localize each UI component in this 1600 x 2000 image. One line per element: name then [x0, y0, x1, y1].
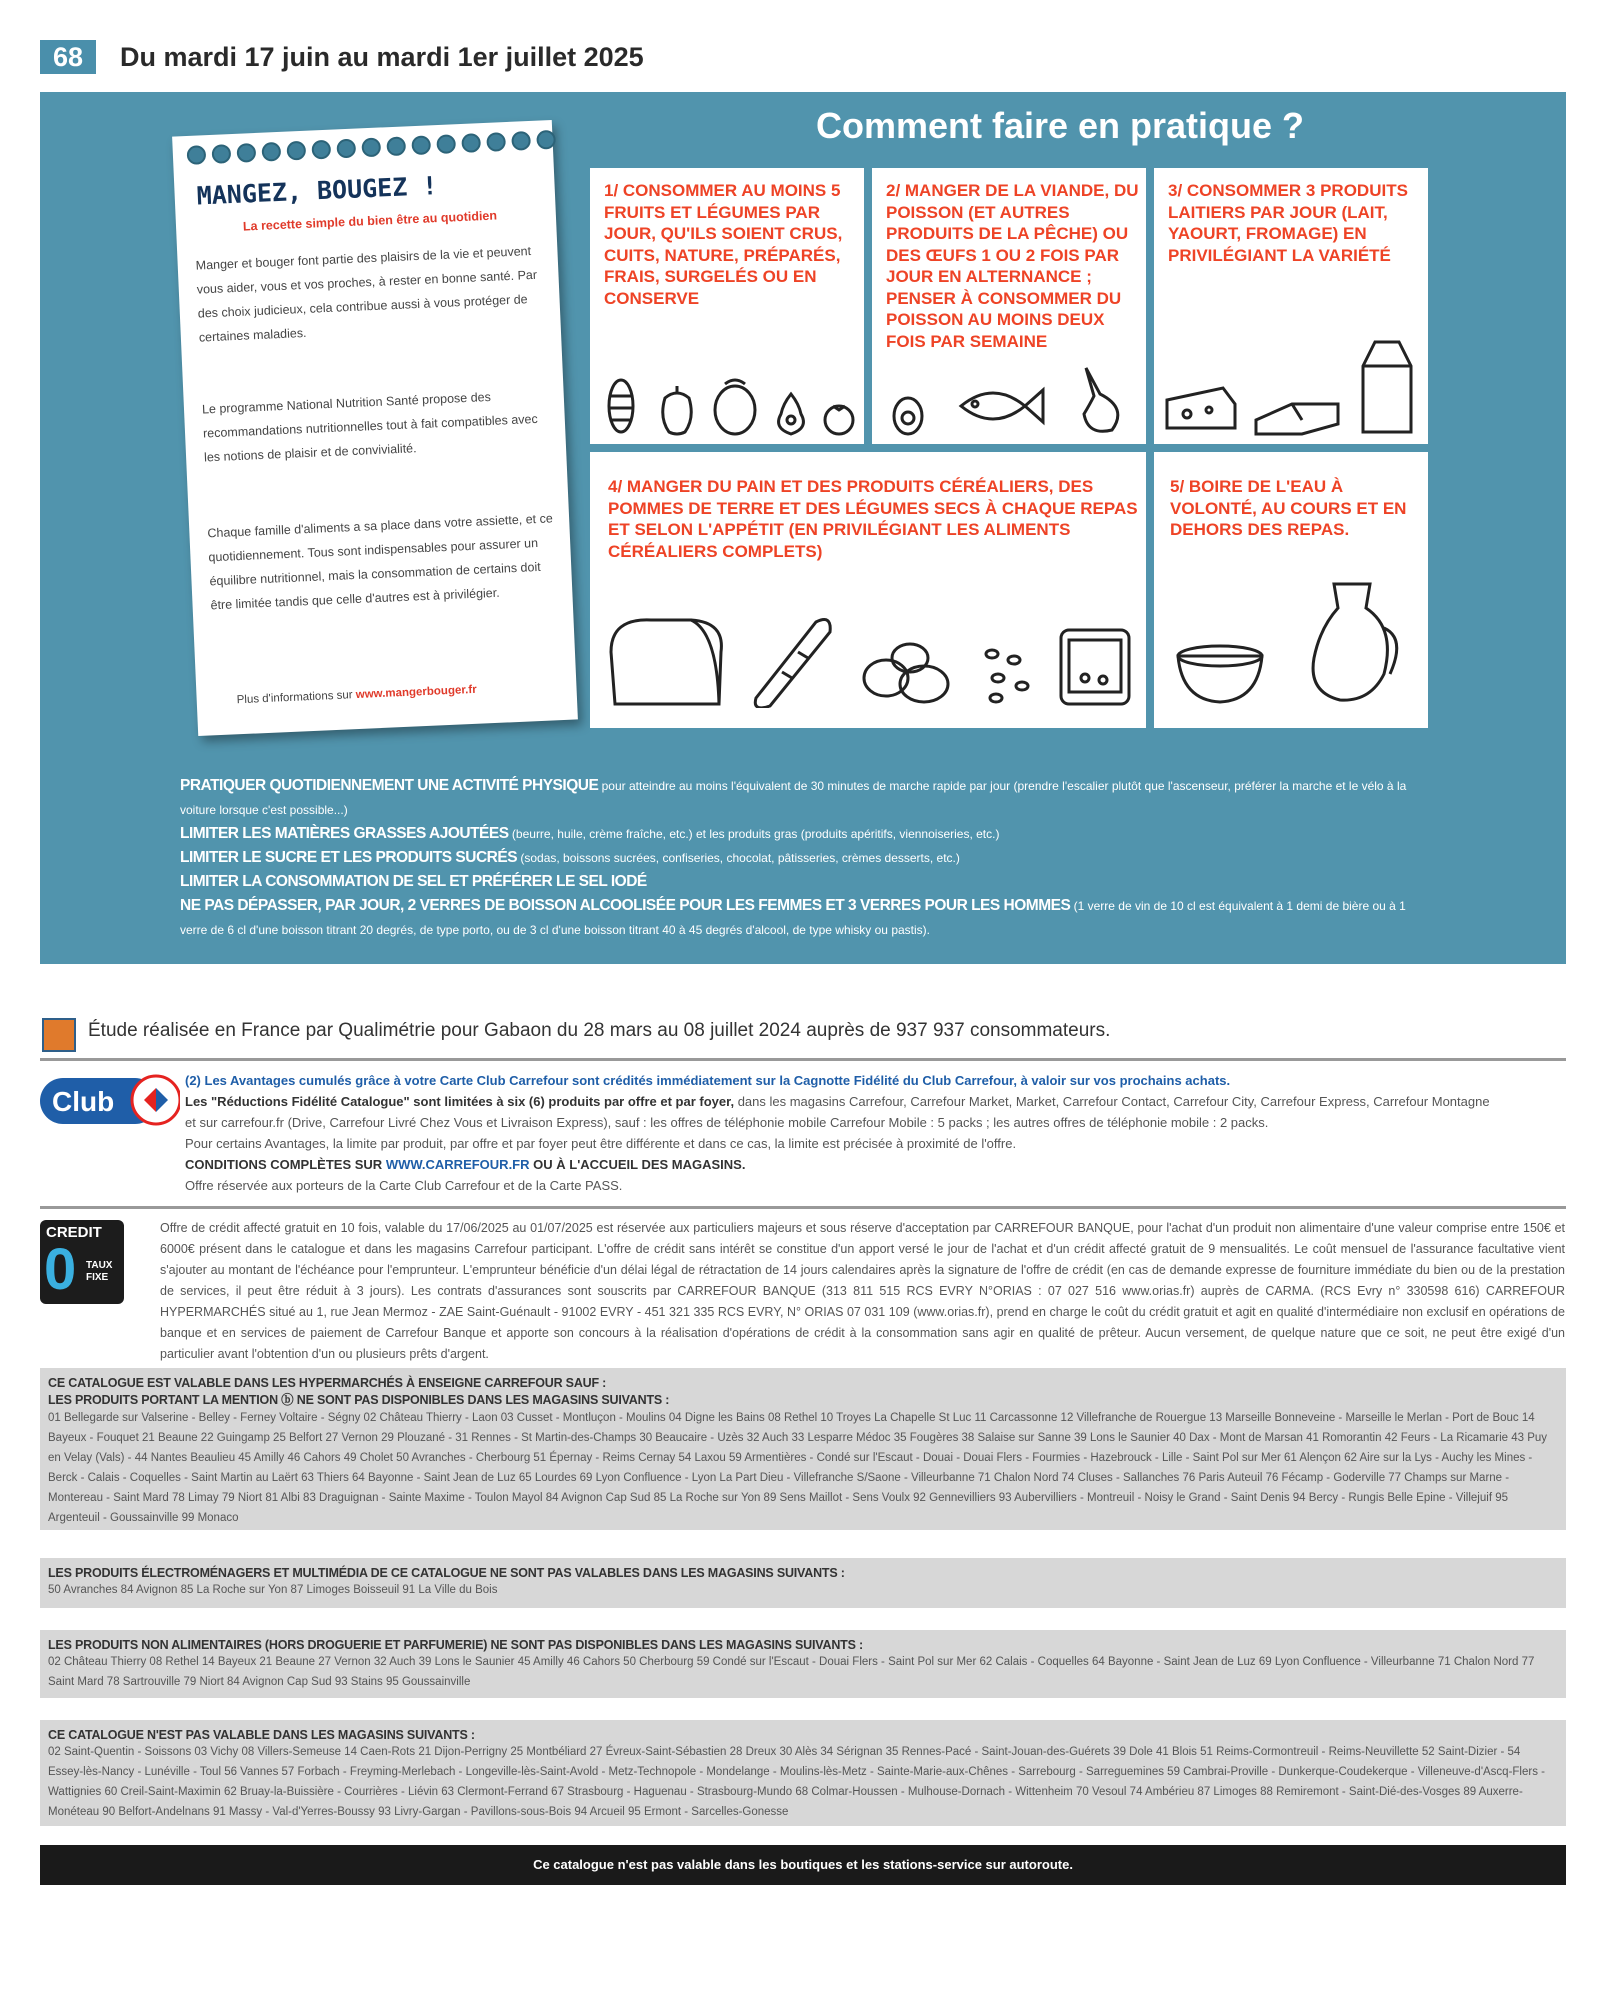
club-logo-text: Club — [52, 1086, 115, 1117]
water-jug-icon — [1300, 578, 1410, 708]
divider — [40, 1206, 1566, 1209]
tip-text: 4/ MANGER DU PAIN ET DES PRODUITS CÉRÉALIERS, DES POMMES DE TERRE ET DES LÉGUMES SECS À CHAQUE REPAS ET SELON L'APPÉTIT (EN PRIVILÉGIANT LES ALIMENTS CÉRÉALIERS COMPLETS) — [608, 477, 1138, 561]
eggplant-icon — [709, 376, 761, 436]
tip-box-fruits-vegetables — [590, 168, 864, 444]
carrefour-link[interactable]: WWW.CARREFOUR.FR — [385, 1157, 530, 1172]
guideline-rest: (sodas, boissons sucrées, confiseries, chocolat, pâtisseries, crèmes desserts, etc.) — [520, 851, 960, 865]
guideline-bold: PRATIQUER QUOTIDIENNEMENT UNE ACTIVITÉ PHYSIQUE — [180, 777, 599, 794]
note-subtitle: La recette simple du bien être au quotidien — [242, 208, 498, 234]
electro-exclusions-box: LES PRODUITS ÉLECTROMÉNAGERS ET MULTIMÉDIA DE CE CATALOGUE NE SONT PAS VALABLES DANS LES MAGASINS SUIVANTS : 50 Avranches 84 Avignon 85 La Roche sur Yon 87 Limoges Boisseuil 91 La Ville du Bois — [40, 1558, 1566, 1608]
egg-icon — [886, 392, 930, 436]
tip-text: 2/ MANGER DE LA VIANDE, DU POISSON (ET AUTRES PRODUITS DE LA PÊCHE) OU DES ŒUFS 1 OU 2 FOIS PAR JOUR EN ALTERNANCE ; PENSER À CONSOMMER DU POISSON AU MOINS DEUX FOIS PAR SEMAINE — [886, 181, 1139, 351]
club-line: CONDITIONS COMPLÈTES SUR WWW.CARREFOUR.FR OU À L'ACCUEIL DES MAGASINS. — [185, 1157, 746, 1172]
credit-legal-text: Offre de crédit affecté gratuit en 10 fois, valable du 17/06/2025 au 01/07/2025 est réservée aux particuliers majeurs et sous réserve d'acceptation par CARREFOUR BANQUE, pour l'achat d'un produit non alimentaire d'une valeur comprise entre 150€ et 6000€ présent dans le catalogue et dans les magasins Carrefour participant. L'offre de crédit sans intérêt se constitue d'un apport versé le jour de l'achat et d'un crédit affecté gratuit de 9 mensualités. Le coût mensuel de l'assurance facultative vient s'ajouter au montant de l'échéance pour l'emprunteur. L'emprunteur bénéficie d'un délai légal de rétractation de 14 jours calendaires après la signature de l'offre de crédit (en cas de demande expresse de fourniture immédiate du bien ou de la prestation de services, il peut être réduit à 3 jours). Les contrats d'assurances sont souscrits par CARREFOUR BANQUE (313 811 515 RCS EVRY N°ORIAS : 07 027 516 www.orias.fr) auprès de CARMA. (RCS Evry n° 330598 616) CARREFOUR HYPERMARCHÉS situé au 1, rue Jean Mermoz - ZAE Saint-Guénault - 91002 EVRY - 451 321 335 RCS EVRY, N° ORIAS 07 031 109 (www.orias.fr), prend en charge le coût du crédit gratuit et agit en qualité d'intermédiaire non exclusif en opérations de banque et en services de paiement de Carrefour Banque et apporte son concours à la réalisation d'opérations de crédit à la consommation sans agir en qualité de prêteur. Aucun versement, de quelque nature que ce soit, ne peut être exigé d'un particulier avant l'obtention d'un ou plusieurs prêts d'argent. — [160, 1221, 1565, 1361]
fish-icon — [953, 376, 1049, 436]
store-exclusions-box: CE CATALOGUE EST VALABLE DANS LES HYPERMARCHÉS À ENSEIGNE CARREFOUR SAUF : LES PRODUITS PORTANT LA MENTION ⓑ NE SONT PAS DISPONIBLES DANS LES MAGASINS SUIVANTS : 01 Bellegarde sur Valserine - Belley - Ferney Voltaire - Ségny 02 Château Thierry - Laon 03 Cusset - Montluçon - Moulins 04 Digne les Bains 08 Rethel 10 Troyes La Chapelle St Luc 11 Carcassonne 12 Villefranche de Rouergue 13 Marseille Bonneveine - Marseille le Merlan - Port de Bouc 14 Bayeux - Fouquet 21 Beaune 22 Guingamp 25 Belfort 27 Vernon 29 Plouzané - 31 Rennes - St Martin-des-Champs 30 Beaucaire - Uzès 32 Auch 33 Lesparre Médoc 35 Fougères 38 Salaise sur Sanne 39 Lons le Saunier 40 Dax - Mont de Marsan 41 Romorantin 42 Feurs - La Ricamarie 43 Puy en Velay (Vals) - 44 Nantes Beaulieu 45 Amilly 46 Cahors 49 Cholet 50 Avranches - Cherbourg 51 Épernay - Reims Cernay 54 Laxou 59 Armentières - Condé sur l'Escaut - Douai - Douai Flers - Fourmies - Hazebrouck - Lille - Saint Pol sur Mer 61 Alençon 62 Aire sur la Lys - Auchy les Mines - Berck - Calais - Coquelles - Saint Martin au Laërt 63 Thiers 64 Bayonne - Saint Jean de Luz 65 Lourdes 69 Lyon Confluence - Lyon La Part Dieu - Villefranche S/Saone - Villeurbanne 71 Chalon Nord 74 Cluses - Sallanches 76 Paris Auteuil 76 Fécamp - Goderville 77 Champs sur Marne - Montereau - Saint Mard 78 Limay 79 Niort 81 Albi 83 Draguignan - Sainte Maxime - Toulon Mayol 84 Avignon Cap Sud 85 La Roche sur Yon 89 Sens Maillot - Sens Voulx 92 Gennevilliers 93 Aubervilliers - Montreuil - Noisy le Grand - Saint Denis 94 Bercy - Rungis Belle Epine - Villejuif 95 Argenteuil - Goussainville 99 Monaco — [40, 1368, 1566, 1530]
page-number: 68 — [40, 40, 96, 74]
panel-title: Comment faire en pratique ? — [815, 105, 1305, 146]
milk-carton-icon — [1355, 336, 1419, 436]
guideline-bold: NE PAS DÉPASSER, PAR JOUR, 2 VERRES DE BOISSON ALCOOLISÉE POUR LES FEMMES ET 3 VERRES POUR LES HOMMES — [180, 897, 1071, 914]
cheese-icon — [1163, 380, 1239, 436]
pepper-icon — [655, 384, 699, 436]
tip-box-cereals — [590, 452, 1146, 728]
tip-box-water — [1154, 452, 1428, 728]
club-line: et sur carrefour.fr (Drive, Carrefour Livré Chez Vous et Livraison Express), sauf : les offres de téléphonie mobile Carrefour Mobile : 5 packs ; les autres offres de téléphonie mobile : 2 packs. — [185, 1115, 1269, 1130]
note-card — [172, 120, 578, 736]
corn-icon — [597, 376, 645, 436]
tip-illustration — [1156, 578, 1426, 708]
mangerbouger-link[interactable]: www.mangerbouger.fr — [355, 683, 477, 702]
note-paragraph: Chaque famille d'aliments a sa place dans votre assiette, et ce quotidiennement. Tous sont indispensables pour assurer un équilibre nutritionnel, mais la consommation de certains doit être limitée tandis que celle d'autres est à privilégier. — [207, 511, 554, 613]
club-carrefour-logo — [40, 1070, 180, 1130]
note-paragraph: Manger et bouger font partie des plaisirs de la vie et peuvent vous aider, vous et vos proches, à rester en bonne santé. Par des choix judicieux, cela contribue aussi à vous protéger de certaines maladies. — [195, 244, 538, 345]
tip-illustration — [592, 376, 862, 436]
bread-loaf-icon — [601, 612, 729, 708]
club-line: Offre réservée aux porteurs de la Carte Club Carrefour et de la Carte PASS. — [185, 1178, 623, 1193]
study-icon — [42, 1018, 76, 1052]
tip-box-meat-fish-eggs — [872, 168, 1146, 444]
bowl-icon — [1172, 628, 1268, 708]
bottom-disclaimer-bar: Ce catalogue n'est pas valable dans les boutiques et les stations-service sur autoroute. — [40, 1845, 1566, 1885]
tip-text: 3/ CONSOMMER 3 PRODUITS LAITIERS PAR JOUR (LAIT, YAOURT, FROMAGE) EN PRIVILÉGIANT LA VARIÉTÉ — [1168, 181, 1408, 265]
tip-illustration — [592, 612, 1144, 708]
tip-illustration — [874, 364, 1144, 436]
guideline-bold: LIMITER LE SUCRE ET LES PRODUITS SUCRÉS — [180, 849, 518, 866]
guideline-physical-activity — [180, 774, 1430, 822]
page-date-range: Du mardi 17 juin au mardi 1er juillet 2025 — [120, 42, 644, 72]
tip-text: 1/ CONSOMMER AU MOINS 5 FRUITS ET LÉGUMES PAR JOUR, QU'ILS SOIENT CRUS, CUITS, NATURE, PRÉPARÉS, FRAIS, SURGELÉS OU EN CONSERVE — [604, 181, 843, 308]
guideline-rest: (1 verre de vin de 10 cl est équivalent à 1 demi de bière ou à 1 verre de 6 cl d'une boisson titrant 20 degrés, de type porto, ou de 3 cl d'une boisson titrant 40 à 45 degrés d'alcool, de type whisky ou pastis). — [180, 899, 1406, 937]
guideline-sugar — [180, 846, 1430, 870]
guideline-bold: LIMITER LA CONSOMMATION DE SEL ET PRÉFÉRER LE SEL IODÉ — [180, 873, 647, 890]
credit-zero-badge: CREDIT 0 TAUX FIXE — [40, 1220, 124, 1304]
guideline-bold: LIMITER LES MATIÈRES GRASSES AJOUTÉES — [180, 825, 509, 842]
club-line: (2) Les Avantages cumulés grâce à votre Carte Club Carrefour sont crédités immédiatement sur la Cagnotte Fidélité du Club Carrefour, à valoir sur vos prochains achats. — [185, 1073, 1231, 1088]
tip-text: 5/ BOIRE DE L'EAU À VOLONTÉ, AU COURS ET EN DEHORS DES REPAS. — [1170, 477, 1407, 539]
grain-jar-icon — [1055, 624, 1135, 708]
beans-icon — [978, 638, 1038, 708]
note-paragraph: Le programme National Nutrition Santé propose des recommandations nutritionnelles tout à fait compatibles avec les notions de plaisir et de convivialité. — [201, 389, 538, 465]
club-line: Pour certains Avantages, la limite par produit, par offre et par foyer peut être différente et dans ce cas, la limite est précisée à proximité de l'offre. — [185, 1136, 1017, 1151]
guideline-rest: (beurre, huile, crème fraîche, etc.) et les produits gras (produits apéritifs, viennoiseries, etc.) — [511, 827, 1000, 841]
butter-icon — [1252, 380, 1342, 436]
tip-illustration — [1156, 336, 1426, 436]
potatoes-icon — [860, 638, 960, 708]
guideline-alcohol — [180, 894, 1430, 942]
tomato-icon — [821, 396, 857, 436]
non-food-exclusions-box: LES PRODUITS NON ALIMENTAIRES (HORS DROGUERIE ET PARFUMERIE) NE SONT PAS DISPONIBLES DANS LES MAGASINS SUIVANTS : 02 Château Thierry 08 Rethel 14 Bayeux 21 Beaune 27 Vernon 32 Auch 39 Lons le Saunier 45 Amilly 46 Cahors 50 Cherbourg 59 Condé sur l'Escaut - Douai Flers - Saint Pol sur Mer 62 Calais - Coquelles 64 Bayonne - Saint Jean de Luz 69 Lyon Confluence - Villeurbanne 71 Chalon Nord 77 Saint Mard 78 Sartrouville 79 Niort 84 Avignon Cap Sud 93 Stains 95 Goussainville — [40, 1630, 1566, 1698]
guideline-salt — [180, 870, 1430, 894]
note-title: MANGEZ, BOUGEZ ! — [196, 171, 438, 211]
divider — [40, 1058, 1566, 1061]
study-text: Étude réalisée en France par Qualimétrie pour Gabaon du 28 mars au 08 juillet 2024 auprès de 937 937 consommateurs. — [88, 1020, 1111, 1041]
club-line: Les "Réductions Fidélité Catalogue" sont limitées à six (6) produits par offre et par foyer, dans les magasins Carrefour, Carrefour Market, Market, Carrefour Contact, Carrefour City, Carrefour Express, Carrefour Montagne — [185, 1094, 1490, 1109]
guideline-fats — [180, 822, 1430, 846]
tip-box-dairy — [1154, 168, 1428, 444]
not-valid-stores-box: CE CATALOGUE N'EST PAS VALABLE DANS LES MAGASINS SUIVANTS : 02 Saint-Quentin - Soissons 03 Vichy 08 Villers-Semeuse 14 Caen-Rots 21 Dijon-Perrigny 25 Montbéliard 27 Évreux-Saint-Sébastien 28 Dreux 30 Alès 34 Sérignan 35 Rennes-Pacé - Saint-Jouan-des-Guérets 39 Dole 41 Blois 51 Reims-Cormontreuil - Reims-Neuvillette 52 Saint-Dizier - 54 Essey-lès-Nancy - Lunéville - Toul 56 Vannes 57 Forbach - Freyming-Merlebach - Longeville-lès-Saint-Avold - Metz-Technopole - Mondelange - Moulins-lès-Metz - Sainte-Marie-aux-Chênes - Sarrebourg - Sarreguemines 59 Cambrai-Proville - Dunkerque-Coudekerque - Villeneuve-d'Ascq-Flers - Wattignies 60 Creil-Saint-Maximin 62 Bruay-la-Buissière - Courrières - Liévin 63 Clermont-Ferrand 67 Strasbourg - Haguenau - Strasbourg-Mundo 68 Colmar-Houssen - Mulhouse-Dornach - Wittenheim 70 Vesoul 74 Ambérieu 87 Limoges 88 Remiremont - Saint-Dié-des-Vosges 89 Auxerre-Monéteau 90 Belfort-Andelnans 91 Massy - Val-d'Yerres-Boussy 93 Livry-Gargan - Pavillons-sous-Bois 94 Arcueil 95 Ermont - Sarcelles-Gonesse — [40, 1720, 1566, 1826]
baguette-icon — [746, 612, 842, 708]
spiral-rings — [187, 130, 556, 165]
note-more-label: Plus d'informations sur — [236, 689, 353, 707]
note-more-info — [236, 684, 476, 706]
guideline-rest: pour atteindre au moins l'équivalent de 30 minutes de marche rapide par jour (prendre l'escalier plutôt que l'ascenseur, préférer la marche et le vélo à la voiture lorsque c'est possible...) — [180, 779, 1407, 817]
pear-icon — [771, 388, 811, 436]
ham-leg-icon — [1072, 364, 1132, 436]
